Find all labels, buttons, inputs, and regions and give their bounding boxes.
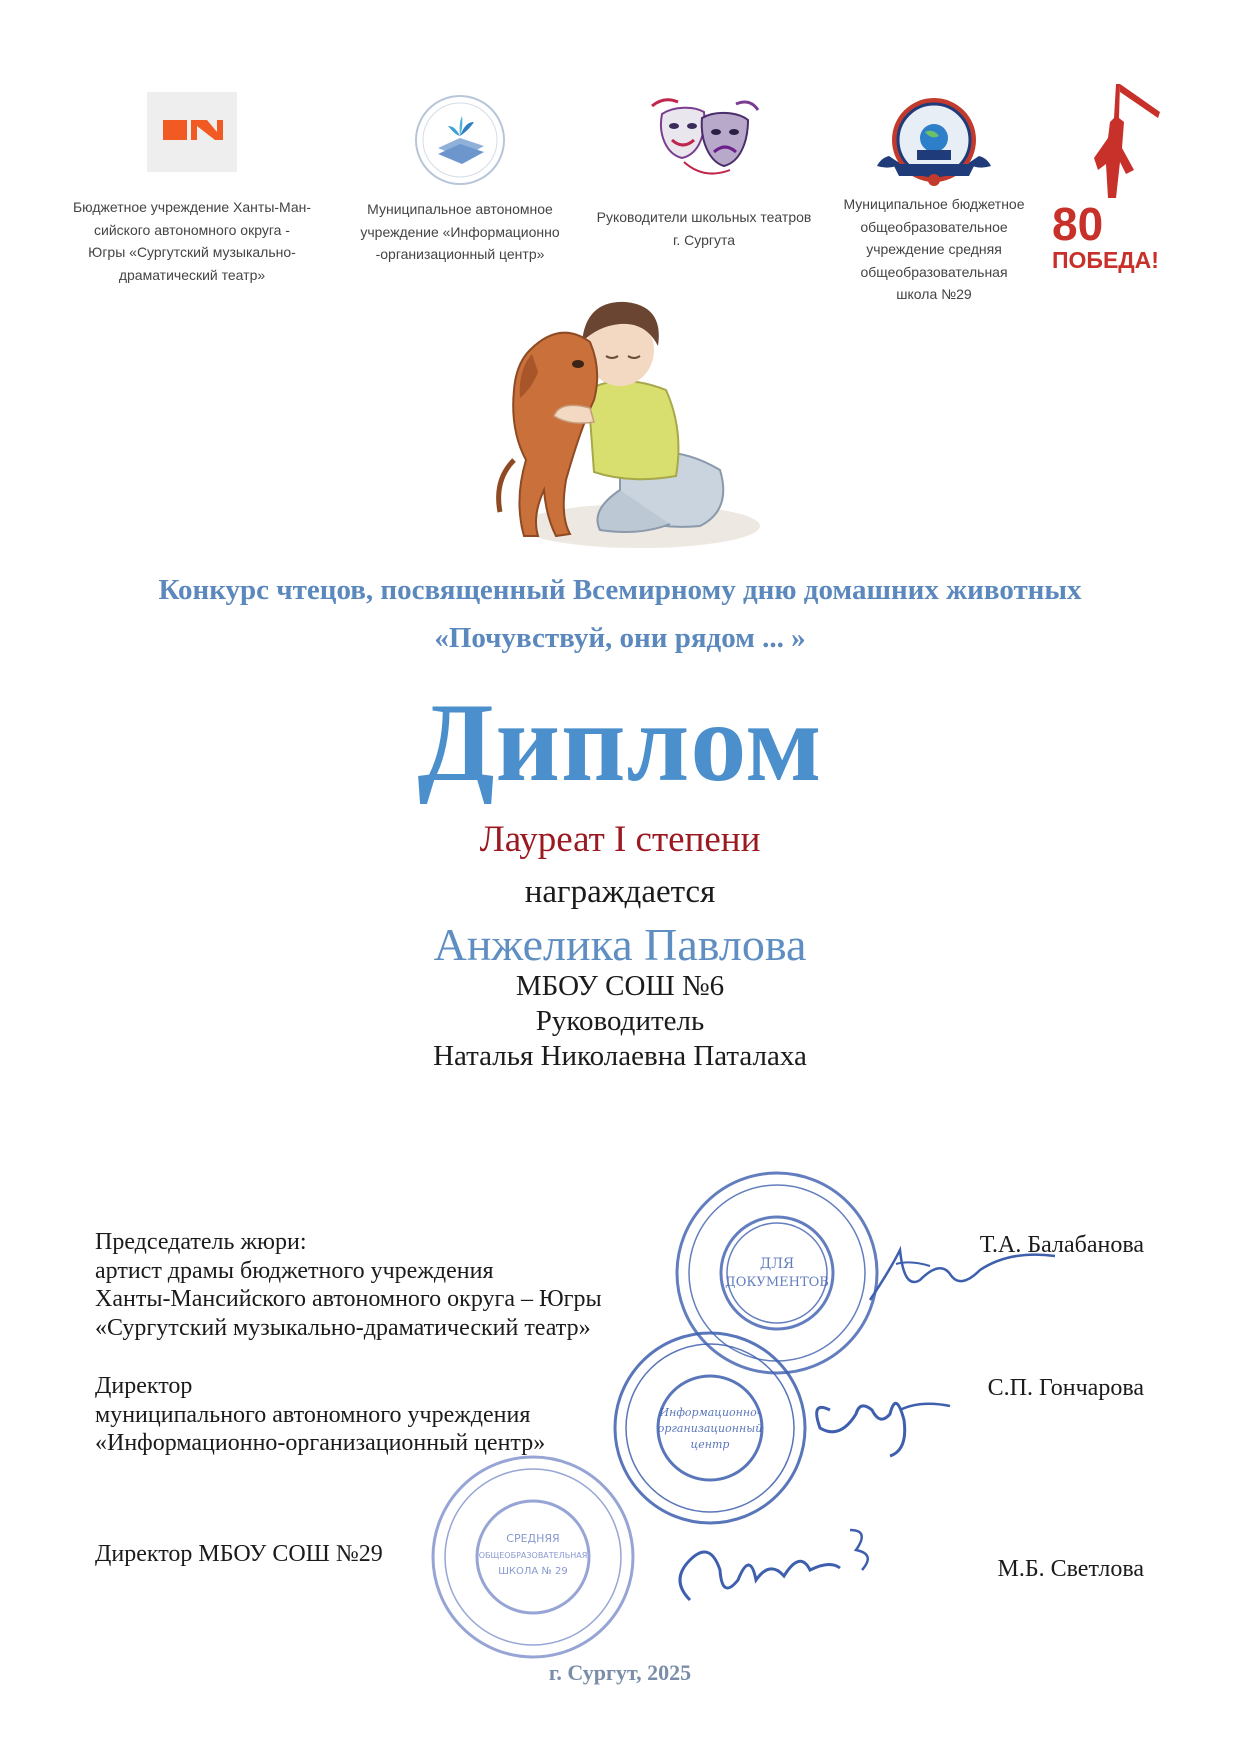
svg-text:центр: центр [690, 1438, 730, 1451]
school-director-name: М.Б. Светлова [997, 1556, 1144, 1582]
svg-text:ДОКУМЕНТОВ: ДОКУМЕНТОВ [725, 1275, 829, 1290]
info-center-director-signature-block [95, 1372, 545, 1458]
contest-title-line-2: «Почувствуй, они рядом ... » [434, 622, 806, 654]
organizer-theatre [62, 92, 322, 286]
svg-text:ДЛЯ: ДЛЯ [759, 1256, 795, 1272]
svg-text:СРЕДНЯЯ: СРЕДНЯЯ [506, 1532, 560, 1545]
supervisor-name: Наталья Николаевна Паталаха [433, 1040, 807, 1072]
place-and-year: г. Сургут, 2025 [548, 1660, 692, 1685]
svg-text:ПОБЕДА!: ПОБЕДА! [1052, 247, 1159, 273]
organizer-caption: Бюджетное учреждение Ханты-Ман- сийского автономного округа - Югры «Сургутский музыкально- драматический театр» [72, 199, 312, 283]
organizer-school-29 [830, 92, 1038, 306]
svg-text:ОБЩЕОБРАЗОВАТЕЛЬНАЯ: ОБЩЕОБРАЗОВАТЕЛЬНАЯ [478, 1551, 588, 1560]
theatre-logo-icon [147, 92, 237, 172]
organizer-caption: Муниципальное бюджетное общеобразовательное учреждение средняя общеобразовательная школа №29 [843, 196, 1025, 302]
handwritten-signature-2 [800, 1370, 960, 1460]
signature-line: Директор [95, 1373, 193, 1399]
svg-text:ШКОЛА № 29: ШКОЛА № 29 [498, 1566, 568, 1577]
awarded-label: награждается [524, 874, 716, 910]
theatre-masks-icon [644, 92, 764, 188]
school-emblem-icon [869, 92, 999, 192]
supervisor-label: Руководитель [535, 1005, 705, 1037]
handwritten-signature-3 [660, 1510, 890, 1620]
signature-line: Председатель жюри: [95, 1229, 307, 1255]
handwritten-signature-1 [860, 1230, 1060, 1320]
laureate-degree: Лауреат I степени [479, 819, 761, 860]
signature-line: «Сургутский музыкально-драматический театр» [95, 1314, 591, 1341]
organizer-school-theatres [590, 92, 818, 251]
svg-text:80: 80 [1052, 198, 1104, 250]
signature-line: Директор МБОУ СОШ №29 [95, 1541, 383, 1567]
boy-hugging-dog-illustration [470, 280, 770, 570]
school-seal-stamp [428, 1452, 638, 1662]
school-director-signature-block [95, 1540, 383, 1569]
organizer-caption: Руководители школьных театров г. Сургута [596, 209, 812, 248]
organizer-info-center [345, 92, 575, 266]
recipient-school: МБОУ СОШ №6 [515, 970, 725, 1002]
info-center-logo-icon [412, 92, 508, 188]
signature-line: артист драмы бюджетного учреждения [95, 1257, 494, 1284]
contest-title-line-1: Конкурс чтецов, посвященный Всемирному дню домашних животных [158, 574, 1082, 606]
svg-text:Информационно-: Информационно- [659, 1406, 761, 1419]
signature-line: муниципального автономного учреждения [95, 1401, 531, 1428]
info-center-seal-stamp [610, 1328, 810, 1528]
diploma-title: Диплом [417, 681, 823, 805]
signature-line: «Информационно-организационный центр» [95, 1430, 546, 1456]
svg-text:организационный: организационный [657, 1422, 763, 1435]
organizer-caption: Муниципальное автономное учреждение «Информационно -организационный центр» [360, 201, 560, 262]
jury-chair-signature-block [95, 1228, 602, 1342]
organizer-victory-80 [1050, 78, 1180, 274]
signature-line: Ханты-Мансийского автономного округа – Югры [95, 1286, 602, 1312]
info-center-director-name: С.П. Гончарова [987, 1375, 1144, 1401]
jury-chair-name: Т.А. Балабанова [979, 1232, 1144, 1258]
victory-80-emblem-icon [1050, 78, 1180, 274]
recipient-name: Анжелика Павлова [433, 919, 807, 970]
